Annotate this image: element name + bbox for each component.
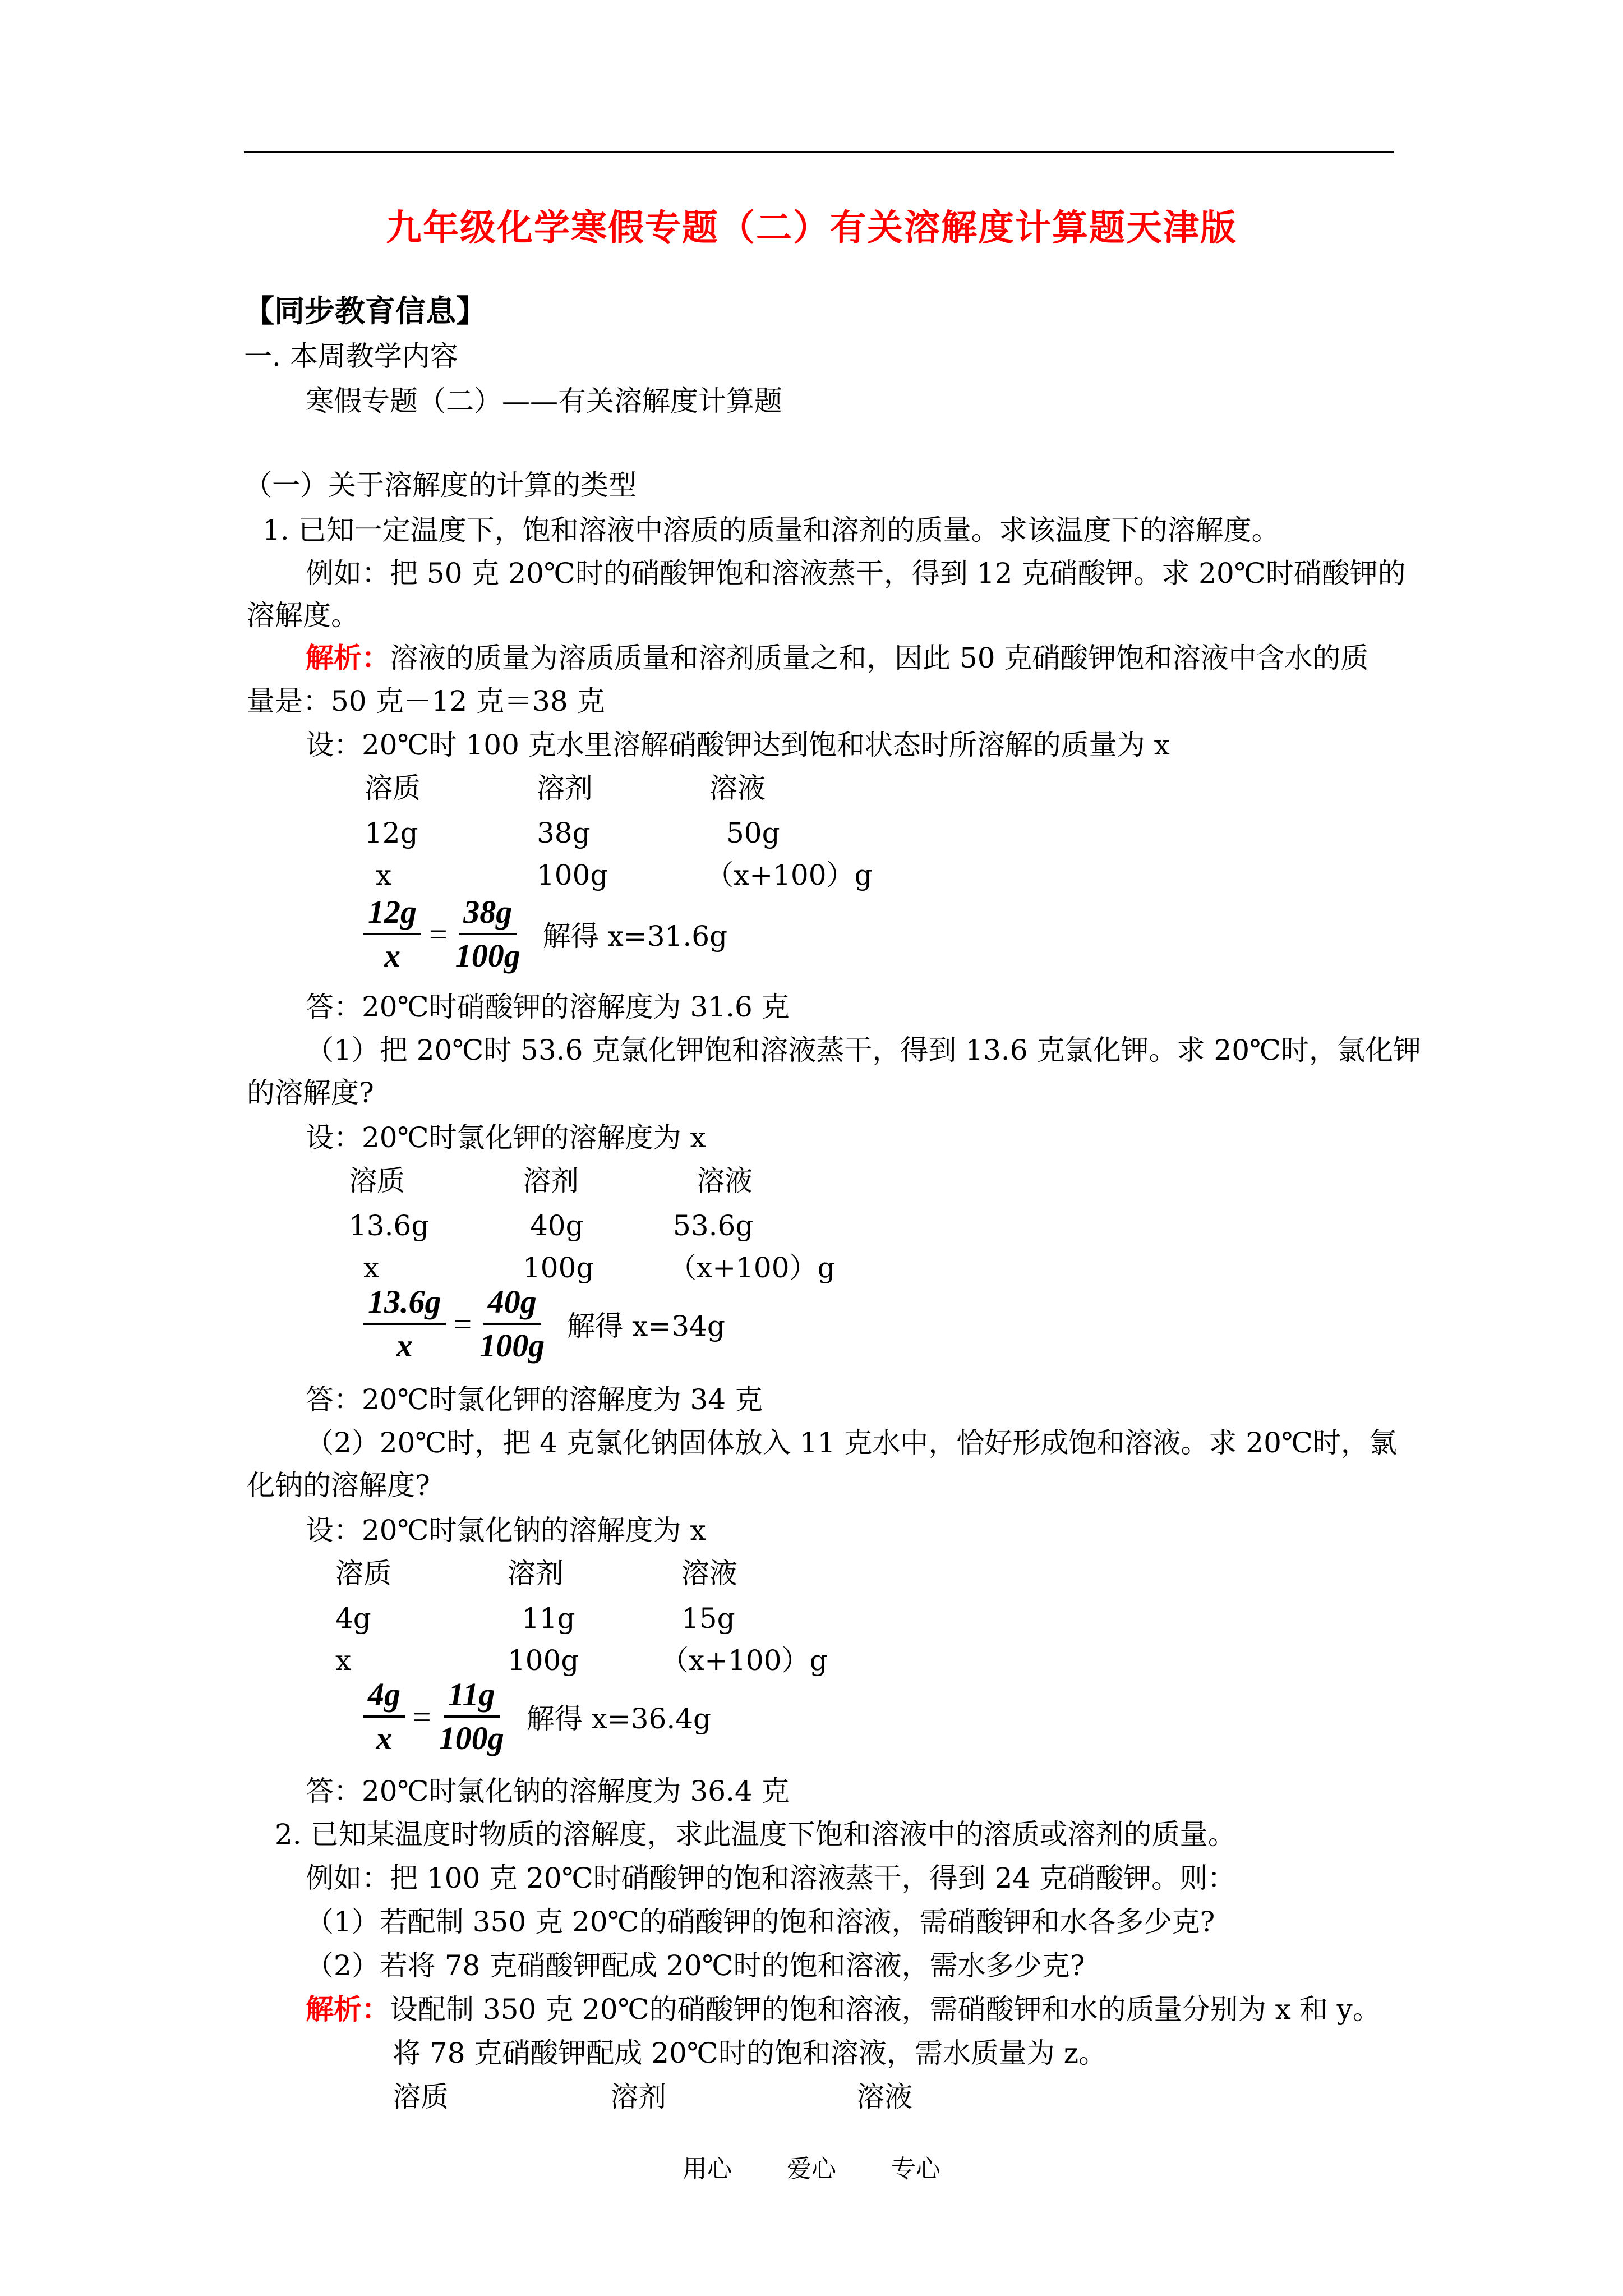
table-cell: 100g [537, 859, 608, 891]
fraction [363, 895, 421, 973]
equals-sign: = [453, 1305, 472, 1342]
table-cell: （x+100）g [668, 1251, 836, 1284]
p2-statement-cont: 化钠的溶解度? [247, 1469, 430, 1502]
table-cell: 50g [726, 817, 780, 849]
table-header: 溶剂 [523, 1165, 579, 1197]
q2-example: 例如：把 100 克 20℃时硝酸钾的饱和溶液蒸干，得到 24 克硝酸钾。则： [306, 1862, 1236, 1894]
denominator: 100g [439, 1720, 504, 1756]
fraction [439, 1677, 504, 1756]
p1-statement: （1）把 20℃时 53.6 克氯化钾饱和溶液蒸干，得到 13.6 克氯化钾。求 20℃时，氯化钾 [306, 1034, 1421, 1066]
table-cell: 4g [335, 1602, 371, 1635]
table-cell: 53.6g [673, 1209, 754, 1242]
q1-analysis-cont: 量是：50 克－12 克＝38 克 [247, 685, 605, 717]
table-header: 溶剂 [537, 772, 593, 804]
denominator: x [396, 1327, 413, 1364]
numerator: 40g [483, 1285, 541, 1325]
p2-answer: 答：20℃时氯化钠的溶解度为 36.4 克 [306, 1775, 790, 1807]
section1-heading: 一. 本周教学内容 [244, 340, 458, 372]
equals-sign: = [429, 915, 448, 953]
q1-analysis-text: 溶液的质量为溶质质量和溶剂质量之和，因此 50 克硝酸钾饱和溶液中含水的质 [390, 642, 1369, 674]
q2-analysis-cont: 将 78 克硝酸钾配成 20℃时的饱和溶液，需水质量为 z。 [393, 2037, 1107, 2069]
table-cell: x [335, 1644, 352, 1677]
table-header: 溶液 [681, 1557, 737, 1590]
part1-heading: （一）关于溶解度的计算的类型 [244, 469, 637, 501]
fraction [479, 1285, 545, 1363]
table-cell: 11g [522, 1602, 575, 1635]
table-cell: 13.6g [349, 1209, 430, 1242]
p2-equation [363, 1677, 711, 1756]
table-cell: 38g [537, 817, 591, 849]
q2-sub1: （1）若配制 350 克 20℃的硝酸钾的饱和溶液，需硝酸钾和水各多少克? [306, 1906, 1215, 1938]
p1-equation [363, 1285, 725, 1363]
table-header: 溶液 [709, 772, 766, 804]
header-rule [244, 151, 1394, 153]
footer-text: 专心 [891, 2155, 940, 2183]
section-header: 【同步教育信息】 [244, 293, 486, 329]
p1-set: 设：20℃时氯化钾的溶解度为 x [306, 1121, 706, 1154]
numerator: 13.6g [363, 1285, 446, 1325]
p1-statement-cont: 的溶解度? [247, 1076, 374, 1109]
q2-analysis [306, 1993, 1381, 2026]
q1-example-cont: 溶解度。 [247, 599, 359, 632]
q1-example: 例如：把 50 克 20℃时的硝酸钾饱和溶液蒸干，得到 12 克硝酸钾。求 20℃时硝酸钾的 [306, 557, 1406, 590]
q1-analysis [306, 641, 1368, 675]
fraction [455, 895, 520, 973]
table-cell: （x+100）g [706, 859, 873, 891]
table-cell: x [363, 1251, 380, 1284]
table-header: 溶剂 [508, 1557, 564, 1590]
table-cell: 15g [681, 1602, 735, 1635]
q1-statement: 1. 已知一定温度下，饱和溶液中溶质的质量和溶剂的质量。求该温度下的溶解度。 [262, 514, 1280, 546]
denominator: x [376, 1720, 393, 1756]
fraction [363, 1677, 405, 1756]
p2-set: 设：20℃时氯化钠的溶解度为 x [306, 1514, 706, 1547]
table-header: 溶质 [335, 1557, 391, 1590]
solution-text: 解得 x=36.4g [526, 1703, 712, 1735]
section1-topic: 寒假专题（二）——有关溶解度计算题 [306, 385, 782, 417]
denominator: 100g [455, 937, 520, 974]
table-header: 溶质 [365, 772, 421, 804]
fraction [363, 1285, 446, 1363]
solution-text: 解得 x=31.6g [542, 920, 728, 953]
q2-sub2: （2）若将 78 克硝酸钾配成 20℃时的饱和溶液，需水多少克? [306, 1949, 1085, 1982]
table-cell: （x+100）g [661, 1644, 828, 1677]
table-header: 溶剂 [610, 2081, 666, 2113]
q1-equation [363, 895, 727, 973]
table-cell: 100g [508, 1644, 579, 1677]
q2-analysis-text: 设配制 350 克 20℃的硝酸钾的饱和溶液，需硝酸钾和水的质量分别为 x 和 y。 [390, 1993, 1381, 2026]
q1-set: 设：20℃时 100 克水里溶解硝酸钾达到饱和状态时所溶解的质量为 x [306, 729, 1170, 761]
table-header: 溶液 [697, 1165, 753, 1197]
numerator: 38g [459, 895, 517, 935]
table-cell: x [376, 859, 392, 891]
p1-answer: 答：20℃时氯化钾的溶解度为 34 克 [306, 1383, 763, 1416]
footer-text: 爱心 [787, 2155, 836, 2183]
table-cell: 12g [365, 817, 418, 849]
table-cell: 100g [523, 1251, 594, 1284]
q2-statement: 2. 已知某温度时物质的溶解度，求此温度下饱和溶液中的溶质或溶剂的质量。 [275, 1818, 1236, 1851]
denominator: x [384, 937, 400, 974]
table-header: 溶质 [349, 1165, 405, 1197]
analysis-label: 解析： [306, 642, 390, 674]
denominator: 100g [479, 1327, 545, 1364]
analysis-label: 解析： [306, 1993, 390, 2026]
numerator: 11g [444, 1677, 500, 1718]
page-footer [0, 2148, 1623, 2184]
numerator: 4g [363, 1677, 405, 1718]
p2-statement: （2）20℃时，把 4 克氯化钠固体放入 11 克水中，恰好形成饱和溶液。求 20℃时，氯 [306, 1427, 1397, 1459]
table-cell: 40g [530, 1209, 584, 1242]
numerator: 12g [363, 895, 421, 935]
equals-sign: = [413, 1698, 431, 1735]
footer-text: 用心 [683, 2155, 732, 2183]
page-title: 九年级化学寒假专题（二）有关溶解度计算题天津版 [386, 208, 1237, 249]
q1-answer: 答：20℃时硝酸钾的溶解度为 31.6 克 [306, 991, 790, 1023]
solution-text: 解得 x=34g [567, 1310, 725, 1342]
table-header: 溶液 [856, 2081, 912, 2113]
table-header: 溶质 [393, 2081, 449, 2113]
